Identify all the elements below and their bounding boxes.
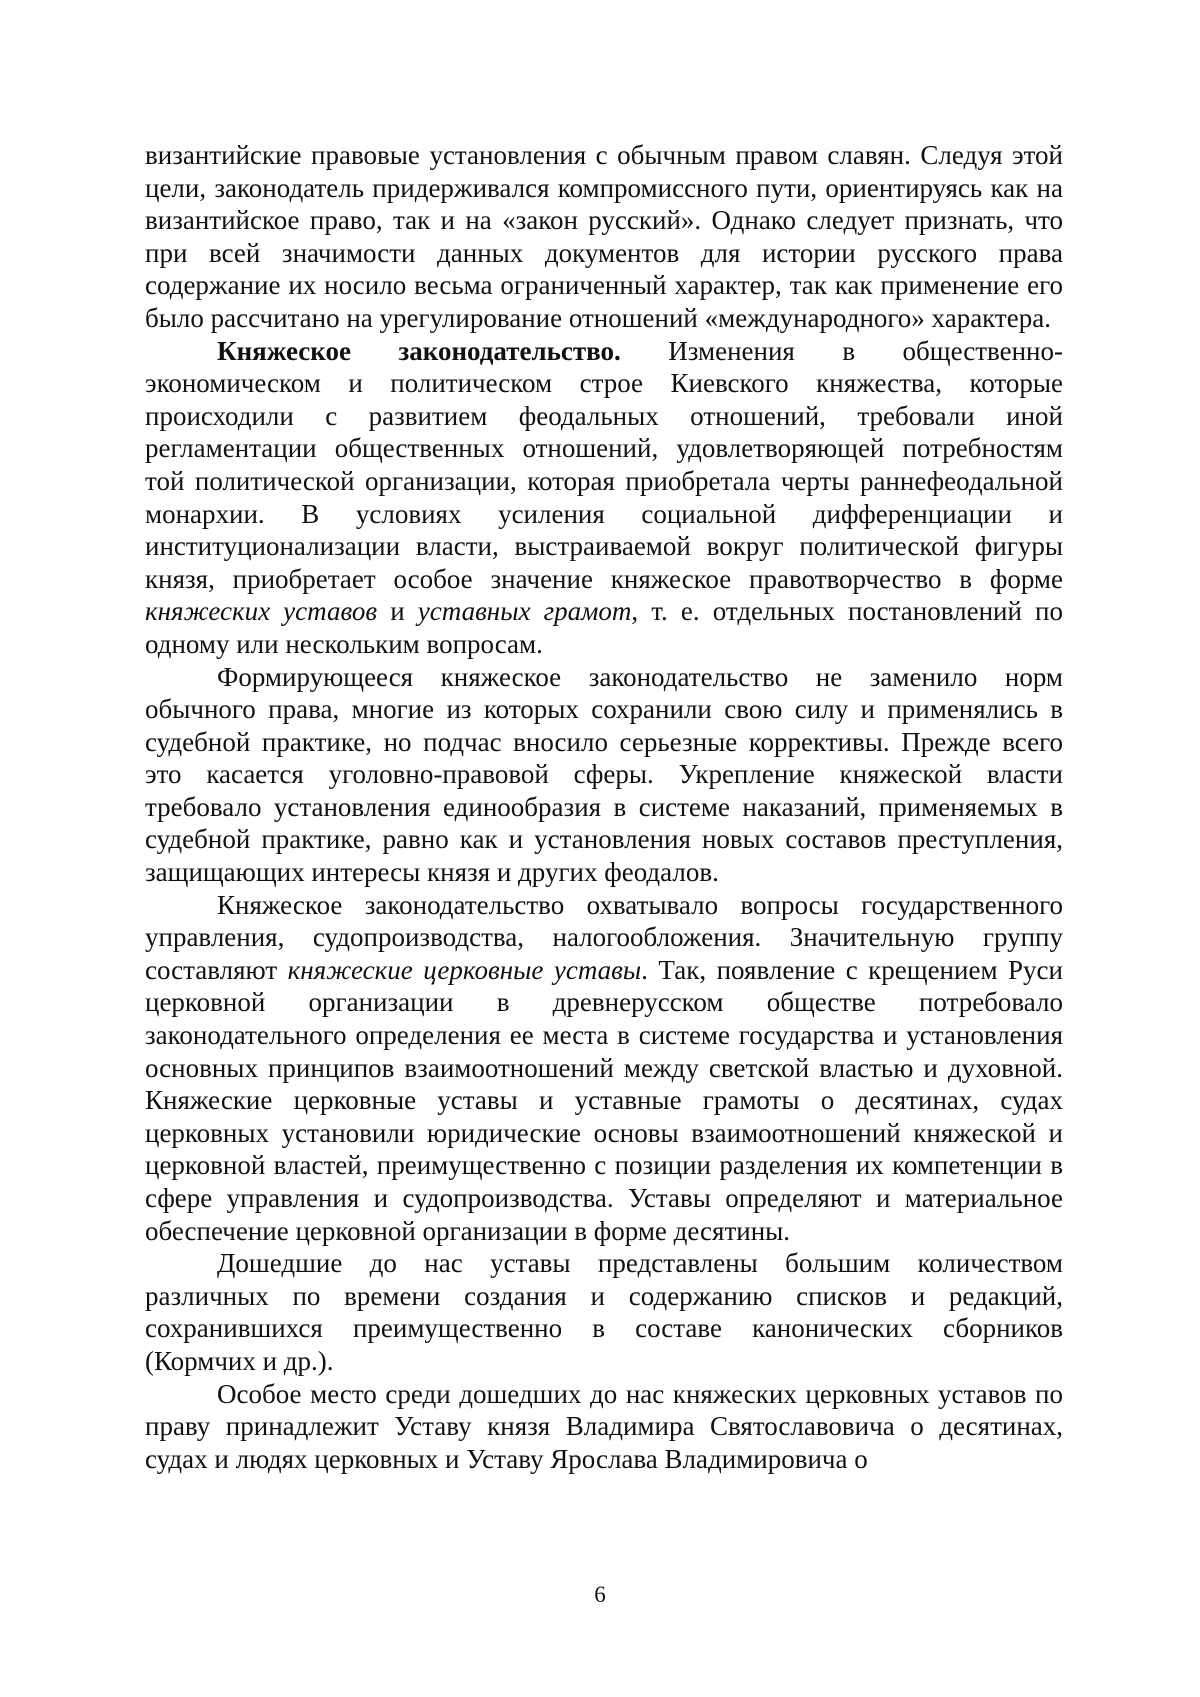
paragraph-3-text: Формирующееся княжеское законодательство не заменило норм обычного права, многие из которых сохранили свою силу и применялись в судебной практике, но подчас вносило серьезные коррективы. Прежде всего это касается уголовно-правовой сферы. Укрепление княжеской власти требовало установления единообразия в системе наказаний, применяемых в судебной практике, равно как и установления новых составов преступления, защищающих интересы князя и других феодалов. [145,661,1063,888]
page-number: 6 [594,1582,606,1607]
paragraph-2-italic-term-2: уставных грамот [417,596,632,627]
paragraph-2-italic-term-1: княжеских уставов [145,596,378,627]
paragraph-3 [145,661,1063,889]
paragraph-2-text: , т. е. отдельных постановлений по одному или нескольким вопросам. [145,596,1063,659]
paragraph-1-text: византийские правовые установления с обычным правом славян. Следуя этой цели, законодатель придерживался компромиссного пути, ориентируясь как на византийское право, так и на «закон русский». Однако следует признать, что при всей значимости данных документов для истории русского права содержание их носило весьма ограниченный характер, так как применение его было рассчитано на урегулирование отношений «международного» характера. [145,140,1063,333]
section-heading-knyazheskoe-zakonodatelstvo: Княжеское законодательство. [217,335,621,366]
paragraph-6-text: Особое место среди дошедших до нас княжеских церковных уставов по праву принадлежит Уставу князя Владимира Святославовича о десятинах, судах и людях церковных и Уставу Ярослава Владимировича о [145,1378,1063,1474]
paragraph-4-italic-term: княжеские церковные уставы [287,954,642,985]
paragraph-2-text: Изменения в общественно-экономическом и политическом строе Киевского княжества, которые происходили с развитием феодальных отношений, требовали иной регламентации общественных отношений, удовлетворяющей потребностям той политической организации, которая приобретала черты раннефеодальной монархии. В условиях усиления социальной дифференциации и институционализации власти, выстраиваемой вокруг политической фигуры князя, приобретает особое значение княжеское правотворчество в форме [145,335,1063,594]
paragraph-6 [145,1378,1063,1476]
paragraph-4 [145,889,1063,1248]
paragraph-5-text: Дошедшие до нас уставы представлены большим количеством различных по времени создания и содержанию списков и редакций, сохранившихся преимущественно в составе канонических сборников (Кормчих и др.). [145,1248,1063,1376]
paragraph-1 [145,139,1063,335]
paragraph-5 [145,1247,1063,1377]
paragraph-2 [145,335,1063,661]
paragraph-4-text: Княжеское законодательство охватывало вопросы государственного управления, судопроизводства, налогообложения. Значительную группу составляют [145,889,1063,985]
page-body [145,139,1063,1475]
paragraph-4-text: . Так, появление с крещением Руси церковной организации в древнерусском обществе потребовало законодательного определения ее места в системе государства и установления основных принципов взаимоотношений между светской властью и духовной. Княжеские церковные уставы и уставные грамоты о десятинах, судах церковных установили юридические основы взаимоотношений княжеской и церковной властей, преимущественно с позиции разделения их компетенции в сфере управления и судопроизводства. Уставы определяют и материальное обеспечение церковной организации в форме десятины. [145,954,1063,1246]
paragraph-2-text: и [377,596,418,627]
